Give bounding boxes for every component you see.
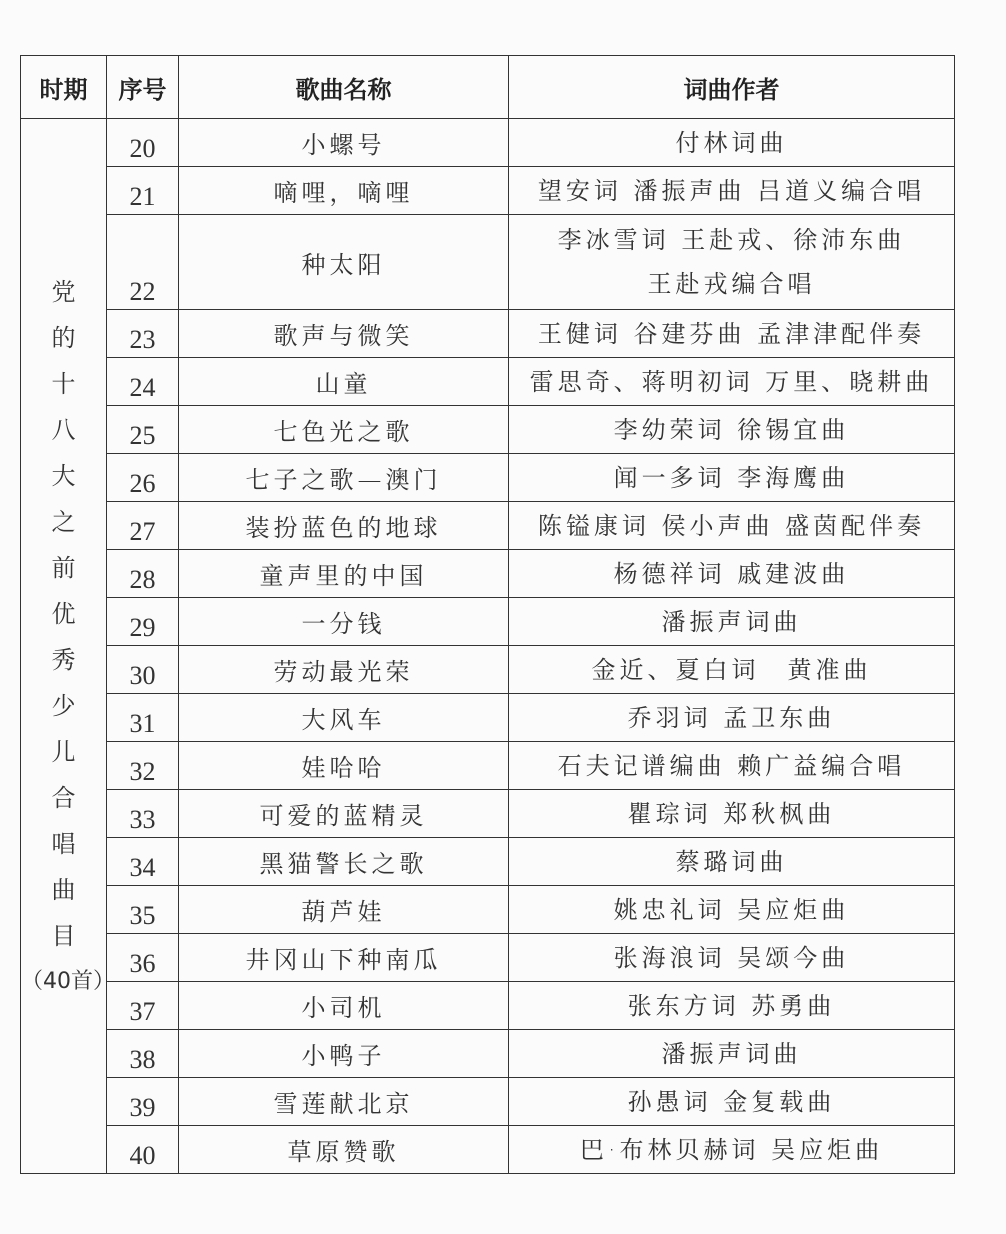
table-row [21,934,955,982]
table-row [21,790,955,838]
table-row [21,838,955,886]
song-name: 七子之歌—澳门 [179,454,509,502]
song-name: 小司机 [179,982,509,1030]
song-authors [509,790,955,838]
song-authors [509,502,955,550]
table-row [21,742,955,790]
row-number: 39 [107,1078,179,1126]
row-number: 40 [107,1126,179,1174]
song-name: 小螺号 [179,119,509,167]
author-line: 巴·布林贝赫词 吴应炬曲 [579,1135,884,1164]
table-body [21,119,955,1174]
song-authors [509,1126,955,1174]
song-name: 井冈山下种南瓜 [179,934,509,982]
row-number: 32 [107,742,179,790]
song-authors [509,598,955,646]
author-line: 王赴戎编合唱 [647,270,816,298]
song-name: 草原赞歌 [179,1126,509,1174]
row-number: 28 [107,550,179,598]
period-label: 党的十八大之前优秀少儿合唱曲目 [51,278,76,950]
song-authors [509,550,955,598]
table-row [21,598,955,646]
author-line: 瞿琮词 郑秋枫曲 [627,799,836,828]
row-number: 23 [107,310,179,358]
author-line: 蔡璐词曲 [675,847,788,876]
song-authors [509,982,955,1030]
song-name: 一分钱 [179,598,509,646]
song-authors [509,358,955,406]
period-count: （40首） [21,969,115,994]
author-line: 潘振声词曲 [661,1039,802,1068]
table-row [21,1126,955,1174]
row-number: 29 [107,598,179,646]
table-row [21,982,955,1030]
song-authors [509,934,955,982]
header-authors: 词曲作者 [509,56,955,119]
song-authors [509,646,955,694]
row-number: 33 [107,790,179,838]
song-name: 小鸭子 [179,1030,509,1078]
song-name: 娃哈哈 [179,742,509,790]
song-authors [509,167,955,215]
row-number: 31 [107,694,179,742]
song-name: 葫芦娃 [179,886,509,934]
author-line: 闻一多词 李海鹰曲 [613,463,850,492]
song-table [20,55,955,1174]
row-number: 26 [107,454,179,502]
table-row [21,454,955,502]
author-line: 陈镒康词 侯小声曲 盛茵配伴奏 [537,511,926,540]
period-cell [21,119,115,1174]
song-name: 装扮蓝色的地球 [179,502,509,550]
author-line: 李幼荣词 徐锡宜曲 [613,415,850,444]
song-authors [509,1030,955,1078]
table-row [21,502,955,550]
row-number: 37 [107,982,179,1030]
song-name: 种太阳 [179,215,509,310]
table-row [21,694,955,742]
header-period: 时期 [21,56,107,119]
header-song-name: 歌曲名称 [179,56,509,119]
table-row [21,646,955,694]
row-number: 35 [107,886,179,934]
song-authors [509,742,955,790]
table-row [21,406,955,454]
table-row [21,1030,955,1078]
table-row [21,167,955,215]
row-number: 22 [107,215,179,310]
author-line: 乔羽词 孟卫东曲 [627,703,836,732]
song-name: 七色光之歌 [179,406,509,454]
author-line: 张海浪词 吴颂今曲 [613,943,850,972]
table-header-row [21,56,955,119]
author-line: 杨德祥词 戚建波曲 [613,559,850,588]
song-name: 大风车 [179,694,509,742]
header-number: 序号 [107,56,179,119]
song-name: 劳动最光荣 [179,646,509,694]
row-number: 36 [107,934,179,982]
author-line: 潘振声词曲 [661,607,802,636]
table-row [21,886,955,934]
song-authors [509,1078,955,1126]
row-number: 20 [107,119,179,167]
song-list-sheet [20,55,954,1174]
song-authors: 付林词曲 [509,119,955,167]
table-row [21,119,955,167]
table-row [21,1078,955,1126]
song-authors [509,694,955,742]
author-line: 王健词 谷建芬曲 孟津津配伴奏 [537,319,926,348]
author-line: 望安词 潘振声曲 吕道义编合唱 [537,176,926,205]
author-line: 石夫记谱编曲 赖广益编合唱 [557,751,906,780]
song-authors [509,310,955,358]
song-name: 童声里的中国 [179,550,509,598]
row-number: 25 [107,406,179,454]
row-number: 38 [107,1030,179,1078]
table-row [21,358,955,406]
row-number: 21 [107,167,179,215]
song-authors [509,215,955,310]
song-name: 歌声与微笑 [179,310,509,358]
song-name: 嘀哩，嘀哩 [179,167,509,215]
table-row [21,310,955,358]
song-name: 黑猫警长之歌 [179,838,509,886]
author-line: 雷思奇、蒋明初词 万里、晓耕曲 [529,367,934,396]
song-authors [509,406,955,454]
song-name: 山童 [179,358,509,406]
row-number: 30 [107,646,179,694]
author-line: 金近、夏白词 黄准曲 [591,655,872,684]
author-line: 姚忠礼词 吴应炬曲 [613,895,850,924]
table-row [21,215,955,310]
song-authors [509,454,955,502]
song-authors [509,838,955,886]
author-line: 孙愚词 金复载曲 [627,1087,836,1116]
song-name: 雪莲献北京 [179,1078,509,1126]
table-row [21,550,955,598]
song-name: 可爱的蓝精灵 [179,790,509,838]
author-line: 张东方词 苏勇曲 [627,991,836,1020]
song-authors [509,886,955,934]
row-number: 24 [107,358,179,406]
row-number: 27 [107,502,179,550]
author-line: 李冰雪词 王赴戎、徐沛东曲 [557,226,906,254]
row-number: 34 [107,838,179,886]
